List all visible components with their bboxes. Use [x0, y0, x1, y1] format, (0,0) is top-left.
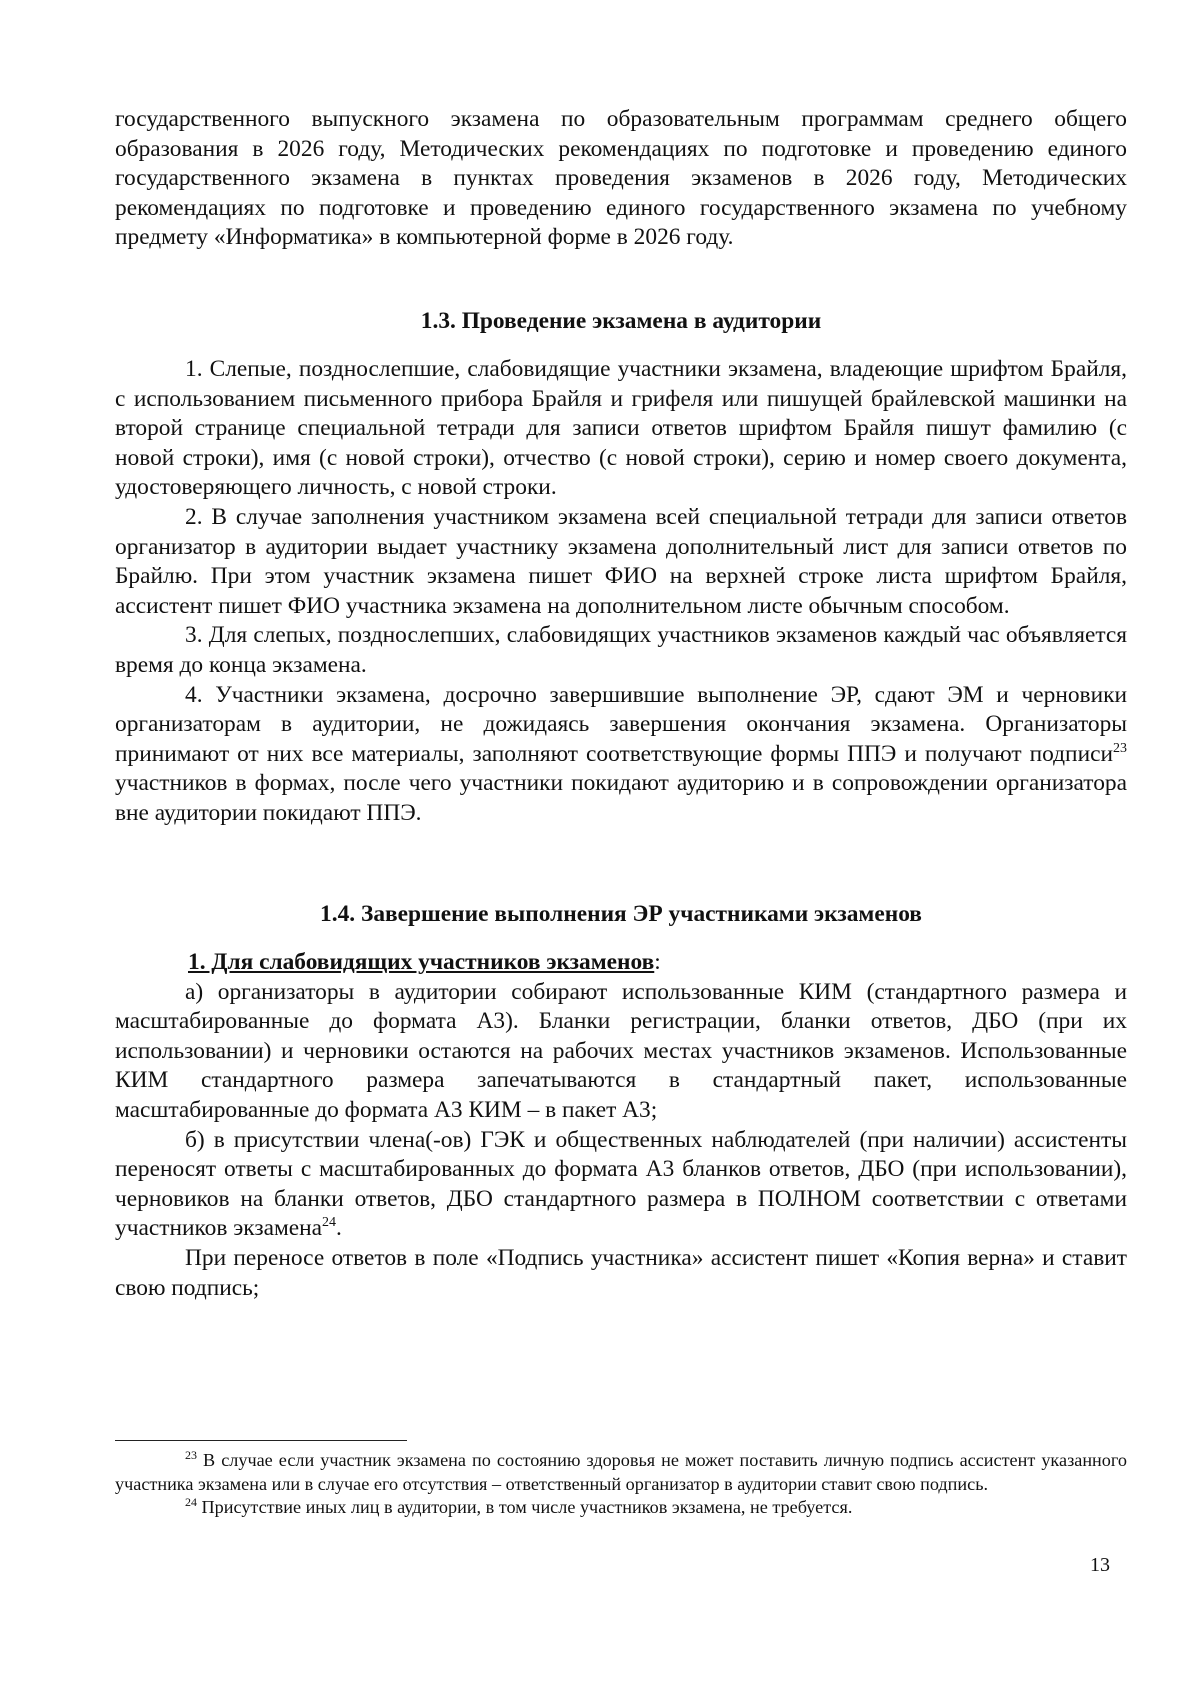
footnote-text: Присутствие иных лиц в аудитории, в том числе участников экзамена, не требуется. — [197, 1497, 853, 1517]
list-item-heading — [115, 948, 1127, 978]
footnote-separator — [115, 1440, 407, 1441]
footnote-text: В случае если участник экзамена по состоянию здоровья не может поставить личную подпись ассистент указанного участника экзамена или в случае его отсутствия – ответственный организатор в аудитории ставит свою подпись. — [115, 1450, 1127, 1494]
section-1-4-paragraph-c: При переносе ответов в поле «Подпись участника» ассистент пишет «Копия верна» и ставит свою подпись; — [115, 1244, 1127, 1301]
section-1-3-paragraph-2: 2. В случае заполнения участником экзамена всей специальной тетради для записи ответов организатор в аудитории выдает участнику экзамена дополнительный лист для записи ответов по Брайлю. При этом участник экзамена пишет ФИО на верхней строке листа шрифтом Брайля, ассистент пишет ФИО участника экзамена на дополнительном листе обычным способом. — [115, 503, 1127, 619]
section-1-3-paragraph-1: 1. Слепые, позднослепшие, слабовидящие участники экзамена, владеющие шрифтом Брайля, с использованием письменного прибора Брайля и грифеля или пишущей брайлевской машинки на второй странице специальной тетради для записи ответов шрифтом Брайля пишут фамилию (с новой строки), имя (с новой строки), отчество (с новой строки), серию и номер своего документа, удостоверяющего личность, с новой строки. — [115, 356, 1127, 501]
list-heading-text: 1. Для слабовидящих участников экзаменов — [188, 949, 655, 975]
footnotes-block — [115, 1449, 1127, 1520]
footnote-24 — [115, 1496, 1127, 1520]
section-1-3-paragraph-4 — [115, 681, 1127, 829]
p4-text-before: 4. Участники экзамена, досрочно завершившие выполнение ЭР, сдают ЭМ и черновики организаторам в аудитории, не дожидаясь завершения окончания экзамена. Организаторы принимают от них все материалы, заполняют соответствующие формы ППЭ и получают подписи — [115, 681, 1127, 767]
p4-text-after: участников в формах, после чего участники покидают аудиторию и в сопровождении организатора вне аудитории покидают ППЭ. — [115, 770, 1127, 826]
section-1-4-paragraph-b — [115, 1126, 1127, 1244]
footnote-23 — [115, 1449, 1127, 1496]
footnote-ref-24[interactable]: 24 — [322, 1215, 337, 1231]
intro-block — [115, 105, 1127, 253]
pb-text-after: . — [336, 1215, 342, 1242]
list-heading-colon: : — [654, 949, 661, 975]
page-number: 13 — [1090, 1554, 1110, 1576]
footnote-number: 23 — [185, 1448, 197, 1462]
section-1-4-title: 1.4. Завершение выполнения ЭР участниками экзаменов — [320, 901, 922, 927]
section-1-3-paragraph-3: 3. Для слепых, позднослепших, слабовидящих участников экзаменов каждый час объявляется время до конца экзамена. — [115, 622, 1127, 678]
section-1-3-title: 1.3. Проведение экзамена в аудитории — [420, 308, 822, 334]
footnote-ref-23[interactable]: 23 — [1113, 740, 1127, 756]
intro-paragraph: государственного выпускного экзамена по образовательным программам среднего общего образования в 2026 году, Методических рекомендациях по подготовке и проведению единого государственного экзамена в пунктах проведения экзаменов в 2026 году, Методических рекомендациях по подготовке и проведению единого государственного экзамена по учебному предмету «Информатика» в компьютерной форме в 2026 году. — [115, 106, 1127, 251]
footnote-number: 24 — [185, 1495, 197, 1509]
section-1-3-body — [115, 355, 1127, 829]
section-1-4-body — [115, 948, 1127, 1303]
pb-text-before: б) в присутствии члена(-ов) ГЭК и общественных наблюдателей (при наличии) ассистенты переносят ответы с масштабированных до формата А3 бланков ответов, ДБО (при использовании), черновиков на бланки ответов, ДБО стандартного размера в ПОЛНОМ соответствии с ответами участников экзамена — [115, 1126, 1127, 1242]
section-1-4-paragraph-a: а) организаторы в аудитории собирают использованные КИМ (стандартного размера и масштабированные до формата А3). Бланки регистрации, бланки ответов, ДБО (при их использовании) и черновики остаются на рабочих местах участников экзаменов. Использованные КИМ стандартного размера запечатываются в стандартный пакет, использованные масштабированные до формата А3 КИМ – в пакет А3; — [115, 978, 1127, 1123]
